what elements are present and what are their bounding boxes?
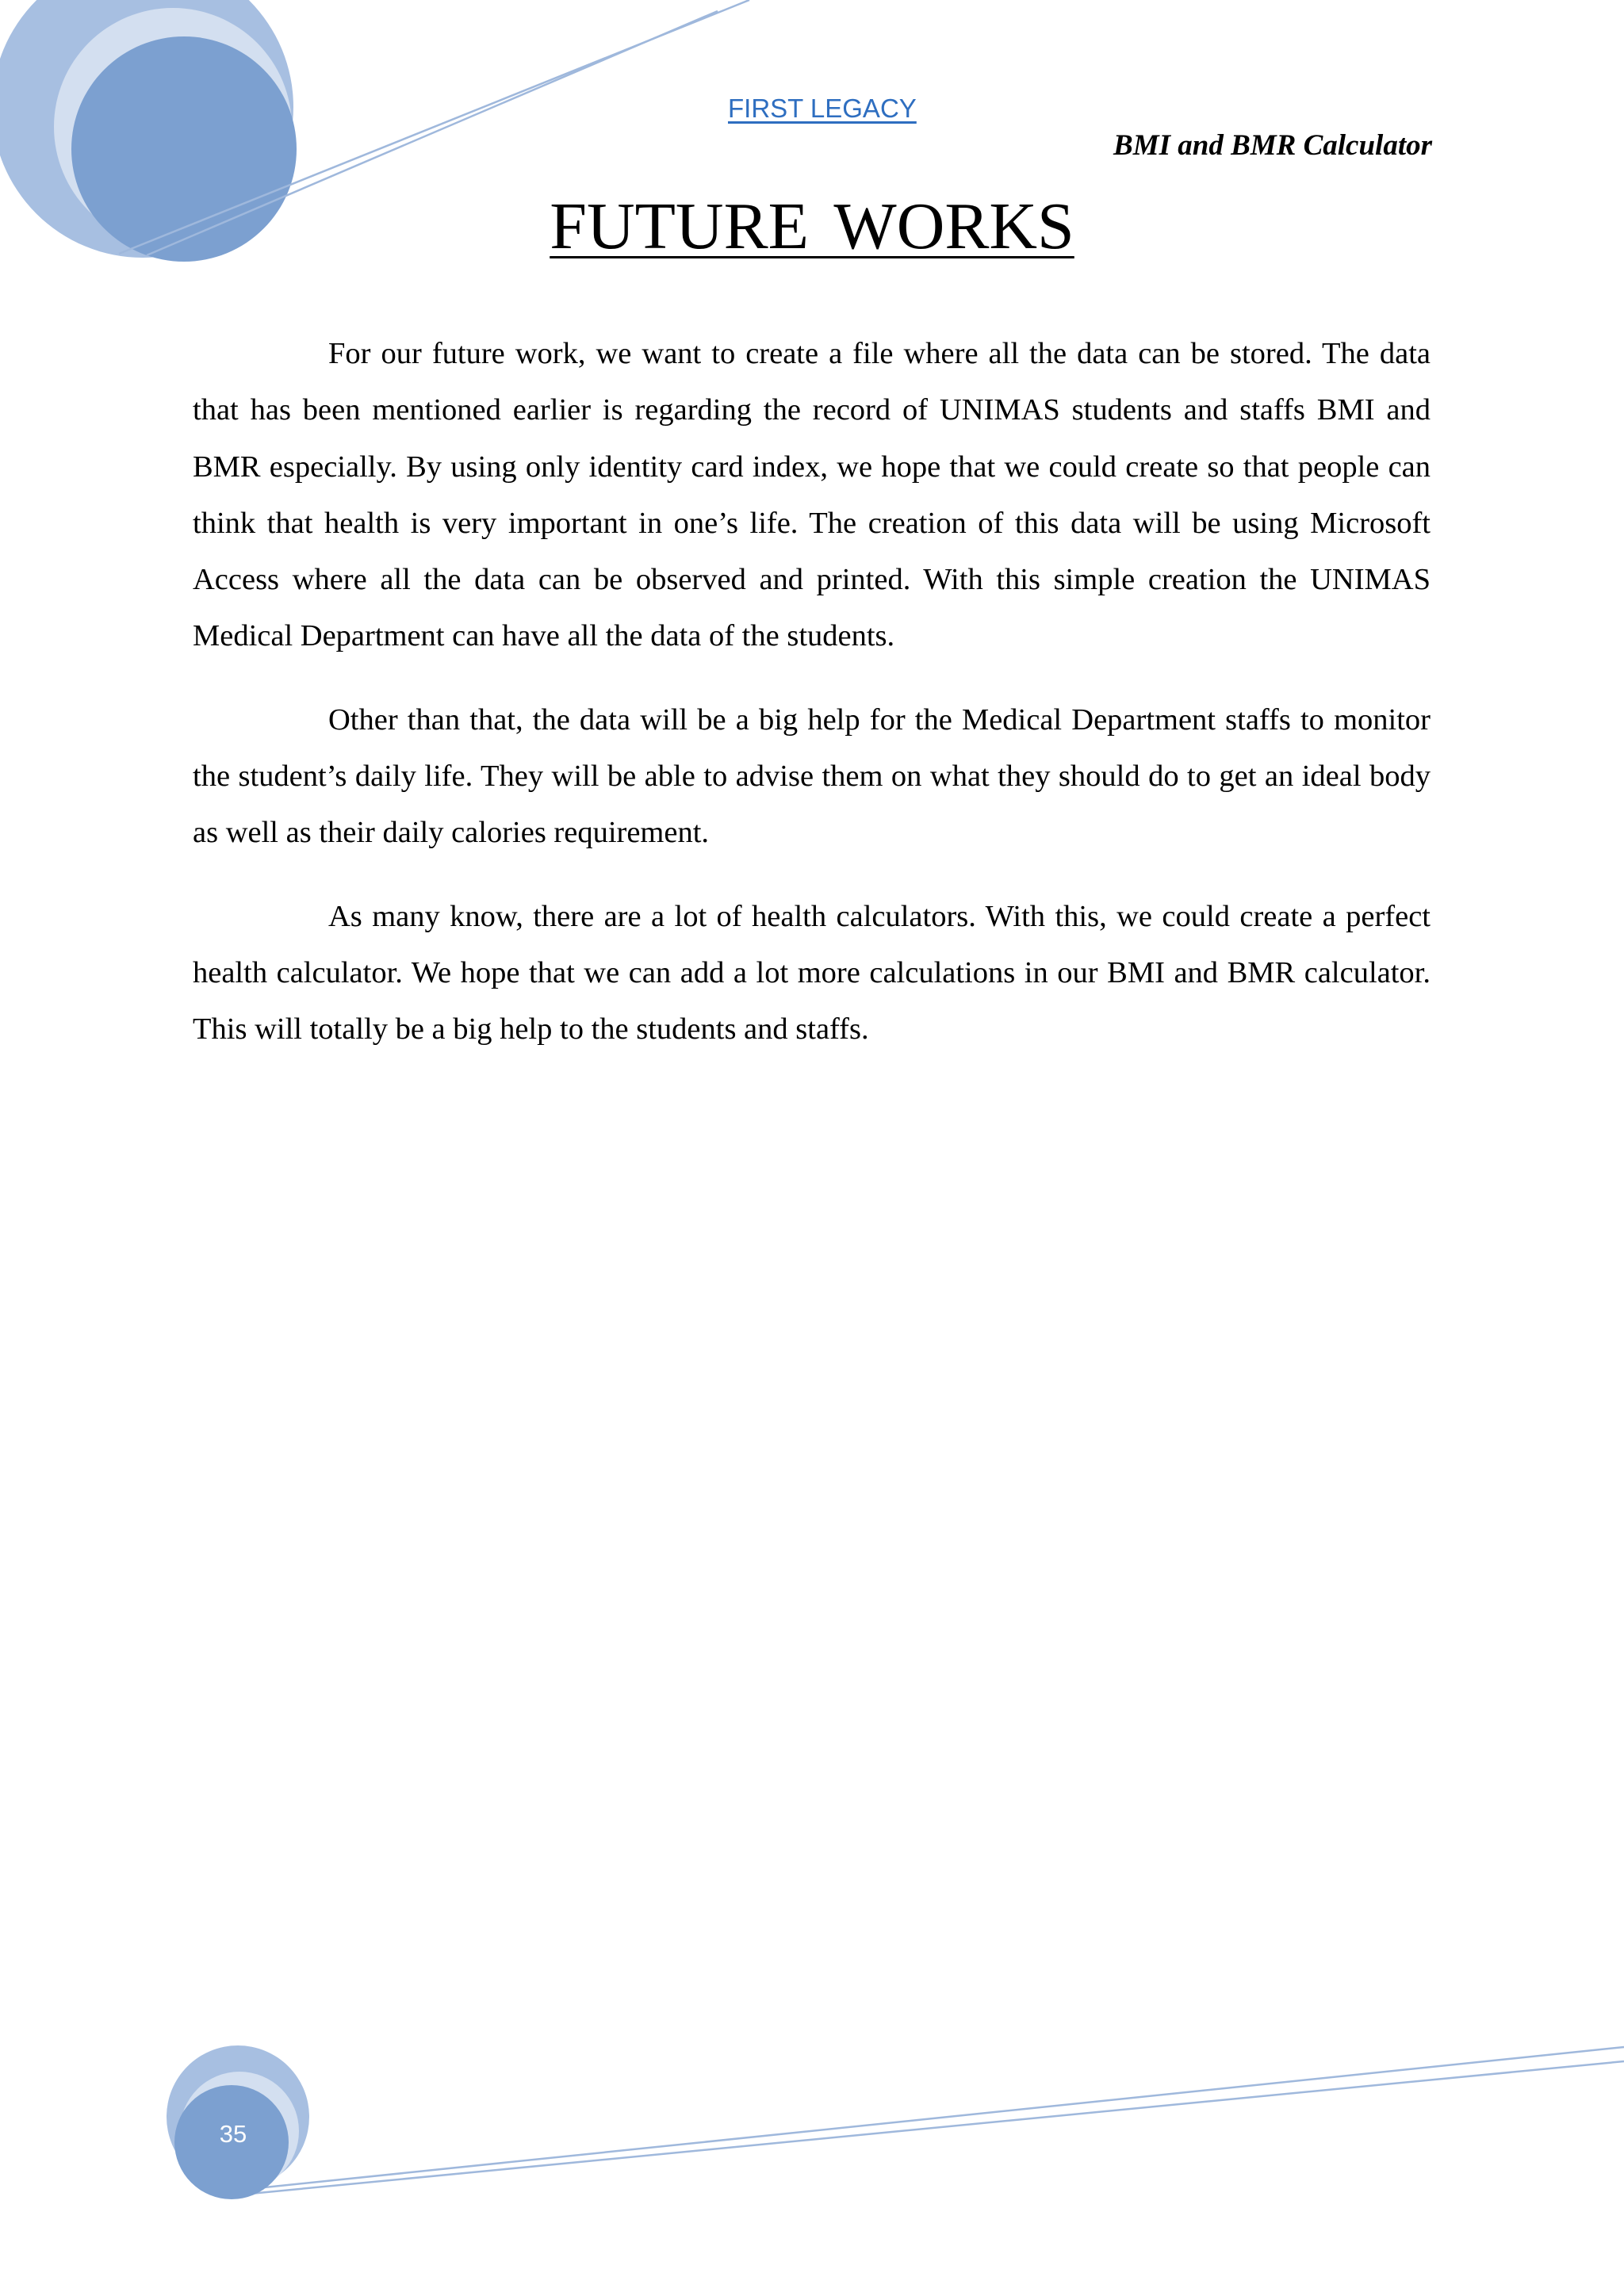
body-text <box>193 326 1431 1085</box>
document-title: BMI and BMR Calculator <box>1113 129 1432 162</box>
page-heading-text: FUTURE WORKS <box>550 189 1074 263</box>
paragraph-1: For our future work, we want to create a file where all the data can be stored. The data that has been mentioned earlier is regarding the record of UNIMAS students and staffs BMI and BMR especially. By using only identity card index, we hope that we could create so that people can think that health is very important in one’s life. The creation of this data will be using Microsoft Access where all the data can be observed and printed. With this simple creation the UNIMAS Medical Department can have all the data of the students. <box>193 337 1431 653</box>
page-heading <box>0 187 1624 266</box>
header-link[interactable]: FIRST LEGACY <box>728 94 917 123</box>
paragraph-2: Other than that, the data will be a big help for the Medical Department staffs to monitor the student’s daily life. They will be able to advise them on what they should do to get an ideal body as well as their daily calories requirement. <box>193 702 1431 850</box>
page-number: 35 <box>219 2120 247 2148</box>
bottom-diagonal-lines <box>242 2047 1624 2195</box>
paragraph-3: As many know, there are a lot of health calculators. With this, we could create a perfect health calculator. We hope that we can add a lot more calculations in our BMI and BMR calculator. This will totally be a big help to the students and staffs. <box>193 899 1431 1047</box>
